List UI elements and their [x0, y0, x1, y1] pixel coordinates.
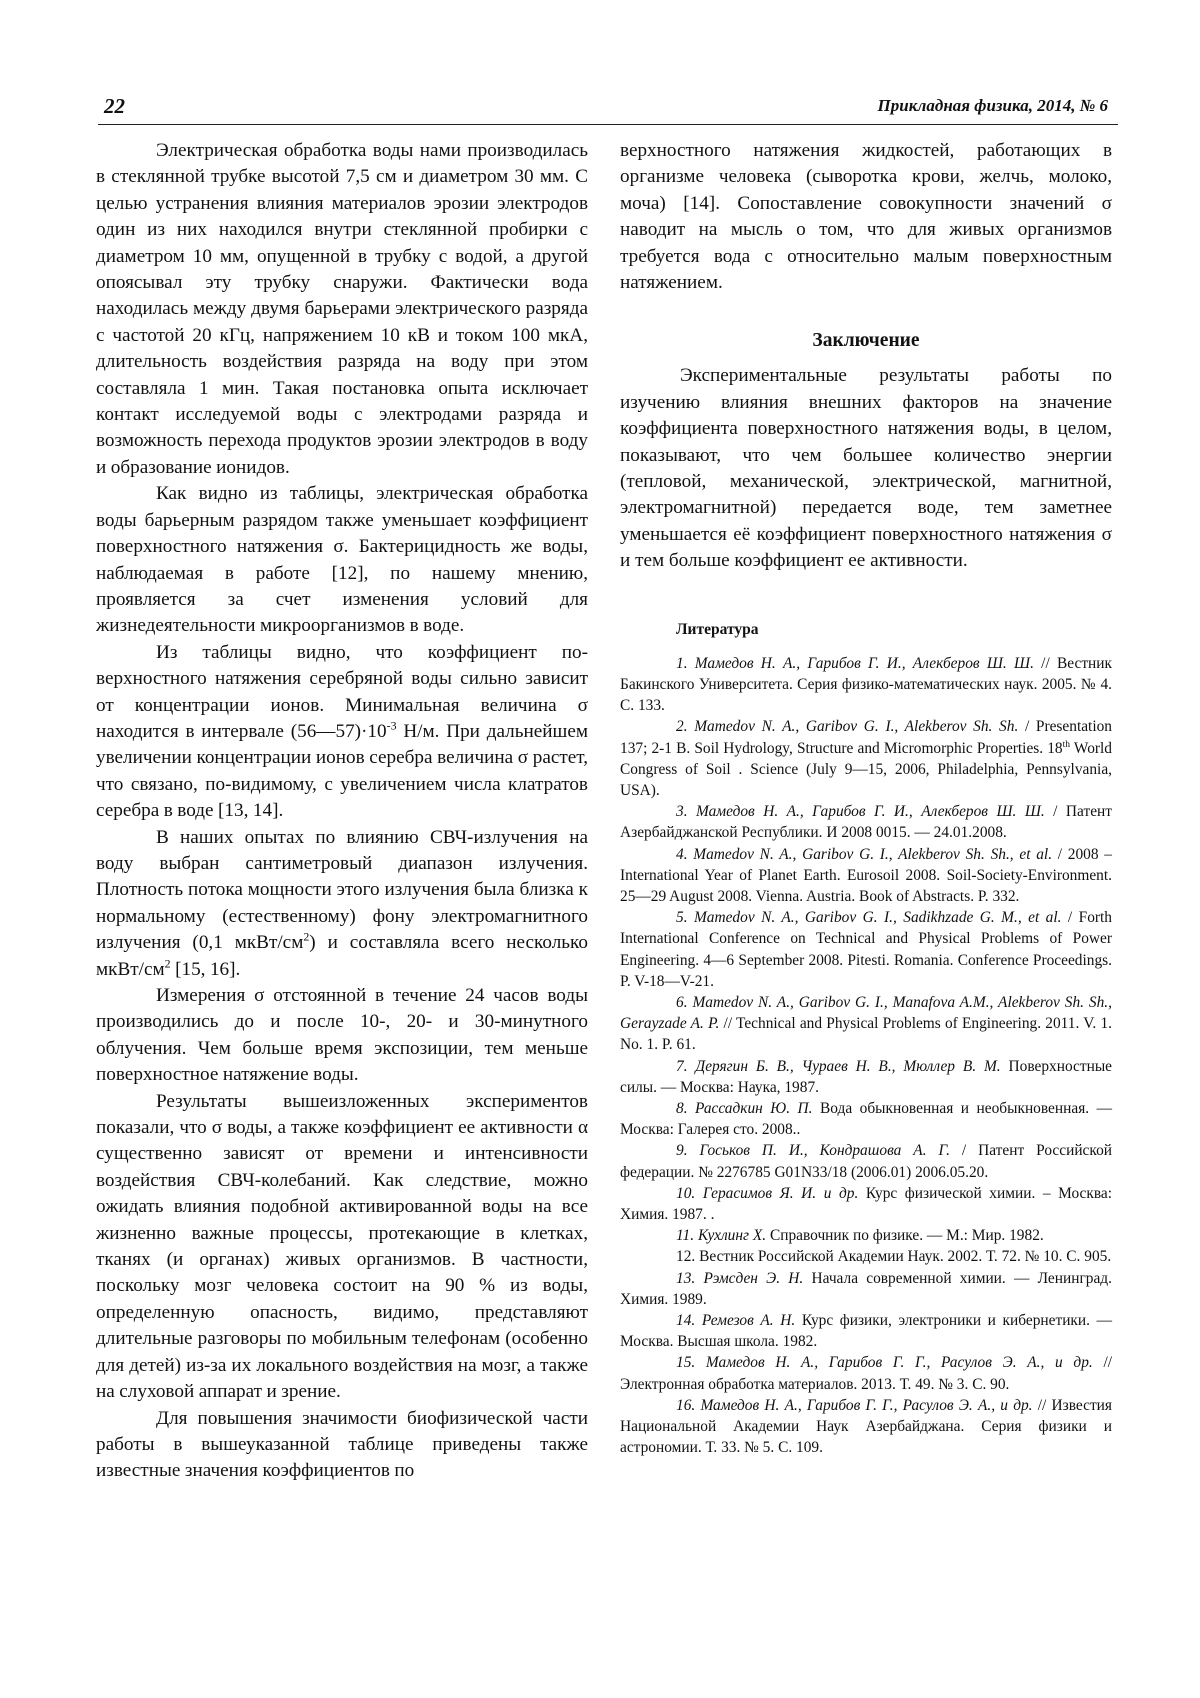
reference-authors: 6. Mamedov N. A., Garibov G. I., Manafova A.M., Alekberov Sh. Sh., Gerayzade A. P. [620, 993, 1112, 1033]
reference-item [620, 801, 1112, 843]
conclusion-heading: Заключение [812, 330, 920, 352]
reference-text: Справочник по физике. — М.: Мир. 1982. [766, 1227, 1044, 1245]
references-heading: Литература [676, 620, 759, 638]
reference-item [620, 992, 1112, 1056]
right-column [620, 138, 1112, 1458]
reference-authors: 11. Кухлинг Х. [676, 1227, 767, 1245]
reference-text: 12. Вестник Российской Академии Наук. 2002. Т. 72. № 10. С. 905. [676, 1248, 1112, 1266]
reference-authors: 16. Мамедов Н. А., Гарибов Г. Г., Расулов Э. А., и др. [676, 1396, 1033, 1414]
paragraph-measurements: Измерения σ отстоянной в течение 24 часов воды производились до и после 10-, 20- и 30-минутного облучения. Чем больше время экспозиции, тем меньше поверхностное натяжение воды. [96, 985, 588, 1086]
reference-item [620, 1056, 1112, 1098]
reference-authors: 1. Мамедов Н. А., Гарибов Г. И., Алекберов Ш. Ш. [676, 654, 1034, 672]
reference-item [620, 1395, 1112, 1459]
reference-text: Курс физики, электроники и кибернетики. — Москва. Высшая школа. 1982. [620, 1311, 1112, 1351]
reference-text: / Патент Российской федерации. № 2276785 G01N33/18 (2006.01) 2006.05.20. [620, 1142, 1113, 1181]
paragraph-silver-water [96, 640, 588, 825]
text-run: В наших опытах по влиянию СВЧ-излучения на воду выбран сантиметровый диапазон излучения. Плотность потока мощности этого излучения была близка к нормальному (естественному) фону электромагнитного излучения (0,1 мкВт/см [96, 826, 588, 954]
reference-authors: 8. Рассадкин Ю. П. [676, 1099, 813, 1117]
reference-item [620, 1225, 1112, 1246]
reference-authors: 15. Мамедов Н. А., Гарибов Г. Г., Расулов Э. А., и др. [676, 1354, 1093, 1372]
reference-text: // Известия Национальной Академии Наук Азербайджана. Серия физики и астрономии. Т. 33. № 5. С. 109. [620, 1396, 1112, 1457]
reference-item [620, 1140, 1112, 1182]
reference-authors: 4. Mamedov N. A., Garibov G. I., Alekberov Sh. Sh., et al. [676, 845, 1053, 863]
reference-item [620, 1246, 1112, 1267]
reference-item [620, 907, 1112, 992]
reference-text: Курс физической химии. – Москва: Химия. 1987. . [620, 1184, 1112, 1223]
reference-item [620, 1098, 1112, 1140]
reference-item [620, 1310, 1112, 1352]
reference-item [620, 716, 1112, 801]
reference-authors: 14. Ремезов А. Н. [676, 1311, 796, 1329]
reference-text: / Forth International Conference on Technical and Physical Problems of Power Engineering. 4—6 September 2008. Pitesti. Romania. Conference Proceedings. P. V-18—V-21. [620, 909, 1112, 990]
reference-item [620, 653, 1112, 717]
text-run: Н/м. При дальнейшем увеличении концентрации ионов серебра величина σ растет, что связано, по-видимому, с увеличением числа клатратов серебра в воде [13, 14]. [96, 720, 588, 822]
journal-title: Прикладная физика, 2014, № 6 [877, 96, 1108, 115]
superscript: 2 [303, 929, 310, 944]
text-run: Из таблицы видно, что коэффициент поверхностного натяжения серебряной воды сильно зависит от концентрации ионов. Минимальная величина σ находится в интервале (56—57)·10 [96, 641, 588, 742]
paragraph-electric-treatment: Электрическая обработка воды нами производилась в стеклянной трубке высотой 7,5 см и диаметром 30 мм. С целью устранения влияния материалов эрозии электродов один из них находился внутри стеклянной пробирки с диаметром 10 мм, опущенной в трубку с водой, а другой опоясывал эту трубку снаружи. Фактически вода находилась между двумя барьерами электрического разряда с частотой 20 кГц, напряжением 10 кВ и током 100 мкА, длительность воздействия разряда на воду при этом составляла 1 мин. Такая постановка опыта исключает контакт исследуемой воды с электродами разряда и возможность перехода продуктов эрозии электродов в воду и образование ионидов. [96, 140, 588, 478]
text-run: ) и составляла всего несколько мкВт/см [96, 932, 588, 980]
reference-text: // Электронная обработка материалов. 2013. Т. 49. № 3. С. 90. [620, 1354, 1112, 1393]
reference-authors: 2. Mamedov N. A., Garibov G. I., Alekberov Sh. Sh. [676, 718, 1019, 736]
reference-text: Поверхностные силы. — Москва: Наука, 1987. [620, 1057, 1113, 1096]
reference-authors: 7. Дерягин Б. В., Чураев Н. В., Мюллер В. М. [676, 1057, 1001, 1075]
reference-authors: 10. Герасимов Я. И. и др. [676, 1184, 859, 1202]
conclusion-paragraph: Экспериментальные результаты работы по изучению влияния внешних факторов на значение коэффициента поверхностного натяжения воды, в целом, показывают, что чем большее количество энергии (тепловой, механической, электрической, магнитной, электромагнитной) передается воде, тем заметнее уменьшается её коэффициент поверхностного натяжения σ и тем больше коэффициент ее активности. [620, 365, 1112, 572]
paragraph-microwave [96, 825, 588, 983]
left-column [96, 138, 588, 1485]
reference-item [620, 844, 1112, 908]
superscript: -3 [386, 718, 397, 733]
paragraph-barrier-discharge: Как видно из таблицы, электрическая обработка воды барьерным разрядом также уменьшает коэффициент поверхностного натяжения σ. Бактерицидность же воды, наблюдаемая в работе [12], по нашему мнению, проявляется за счет изменения условий для жизнедеятельности микроорганизмов в воде. [96, 483, 588, 637]
reference-authors: 3. Мамедов Н. А., Гарибов Г. И., Алекберов Ш. Ш. [676, 803, 1045, 821]
reference-text: Вода обыкновенная и необыкновенная. — Москва: Галерея сто. 2008.. [620, 1099, 1112, 1139]
reference-text: // Technical and Physical Problems of Engineering. 2011. V. 1. No. 1. P. 61. [620, 1015, 1112, 1054]
superscript: th [1062, 738, 1071, 750]
reference-text: / 2008 – International Year of Planet Earth. Eurosoil 2008. Soil-Society-Environment. 25—29 August 2008. Vienna. Austria. Book of Abstracts. P. 332. [620, 845, 1112, 905]
reference-authors: 5. Mamedov N. A., Garibov G. I., Sadikhzade G. M., et al. [676, 909, 1062, 927]
reference-item [620, 1268, 1112, 1310]
page-number: 22 [104, 94, 125, 118]
paragraph-biophysics: Для повышения значимости биофизической части работы в вышеуказанной таблице приведены также известные значения коэффициентов по [96, 1407, 588, 1482]
reference-text: // Вестник Бакинского Университета. Серия физико-математических наук. 2005. № 4. С. 133. [620, 654, 1112, 715]
reference-text: Начала современной химии. — Ленинград. Химия. 1989. [620, 1269, 1112, 1308]
reference-item [620, 1352, 1112, 1394]
reference-text: / Presentation 137; 2-1 B. Soil Hydrology, Structure and Micromorphic Properties. 18 [620, 718, 1112, 757]
reference-text: World Congress of Soil . Science (July 9—15, 2006, Philadelphia, Pennsylvania, USA). [620, 739, 1112, 799]
paragraph-results: Результаты вышеизложенных экспериментов показали, что σ воды, а также коэффициент ее активности α существенно зависят от времени и интенсивности воздействия СВЧ-колебаний. Как следствие, можно ожидать влияния подобной активированной воды на все жизненно важные процессы, протекающие в клетках, тканях (и органах) живых организмов. В частности, поскольку мозг человека состоит на 90 % из воды, определенную опасность, видимо, представляют длительные разговоры по мобильным телефонам (особенно для детей) из-за их локального воздействия на мозг, а также на слуховой аппарат и зрение. [96, 1090, 588, 1403]
reference-text: / Патент Азербайджанской Республики. И 2008 0015. — 24.01.2008. [620, 803, 1112, 842]
superscript: 2 [164, 956, 171, 971]
running-header [98, 90, 1118, 125]
reference-authors: 9. Госьков П. И., Кондрашова А. Г. [676, 1142, 950, 1160]
reference-authors: 13. Рэмсден Э. Н. [676, 1269, 804, 1287]
text-run: [15, 16]. [170, 958, 241, 980]
paragraph-continued: верхностного натяжения жидкостей, работающих в организме человека (сыворотка крови, желчь, молоко, моча) [14]. Сопоставление совокупности значений σ наводит на мысль о том, что для живых организмов требуется вода с относительно малым поверхностным натяжением. [620, 140, 1112, 294]
reference-item [620, 1183, 1112, 1225]
reference-list [620, 653, 1112, 1459]
